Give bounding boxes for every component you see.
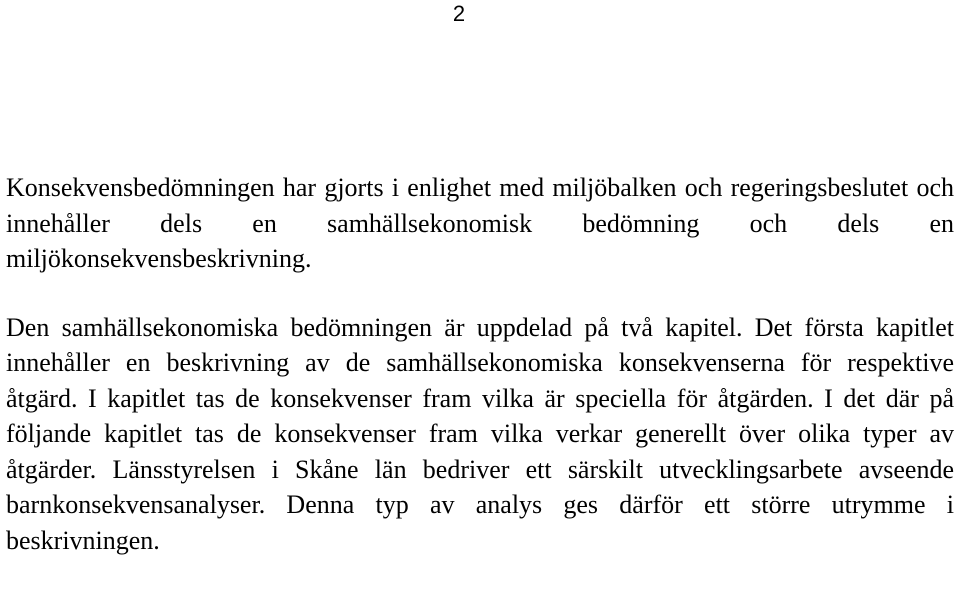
paragraph-chapters: Den samhällsekonomiska bedömningen är uppdelad på två kapitel. Det första kapitlet innehåller en beskrivning av de samhällsekonomiska konsekvenserna för respektive åtgärd. I kapitlet tas de konsekvenser fram vilka är speciella för åtgärden. I det där på följande kapitlet tas de konsekvenser fram vilka verkar generellt över olika typer av åtgärder. Länsstyrelsen i Skåne län bedriver ett särskilt utvecklingsarbete avseende barnkonsekvensanalyser. Denna typ av analys ges därför ett större utrymme i beskrivningen. [6,312,954,555]
document-body [6,170,954,558]
paragraph-intro: Konsekvensbedömningen har gjorts i enlighet med miljöbalken och regeringsbeslutet och innehåller dels en samhällsekonomisk bedömning och dels en miljökonsekvensbeskrivning. [6,173,954,273]
page-number: 2 [452,1,466,26]
